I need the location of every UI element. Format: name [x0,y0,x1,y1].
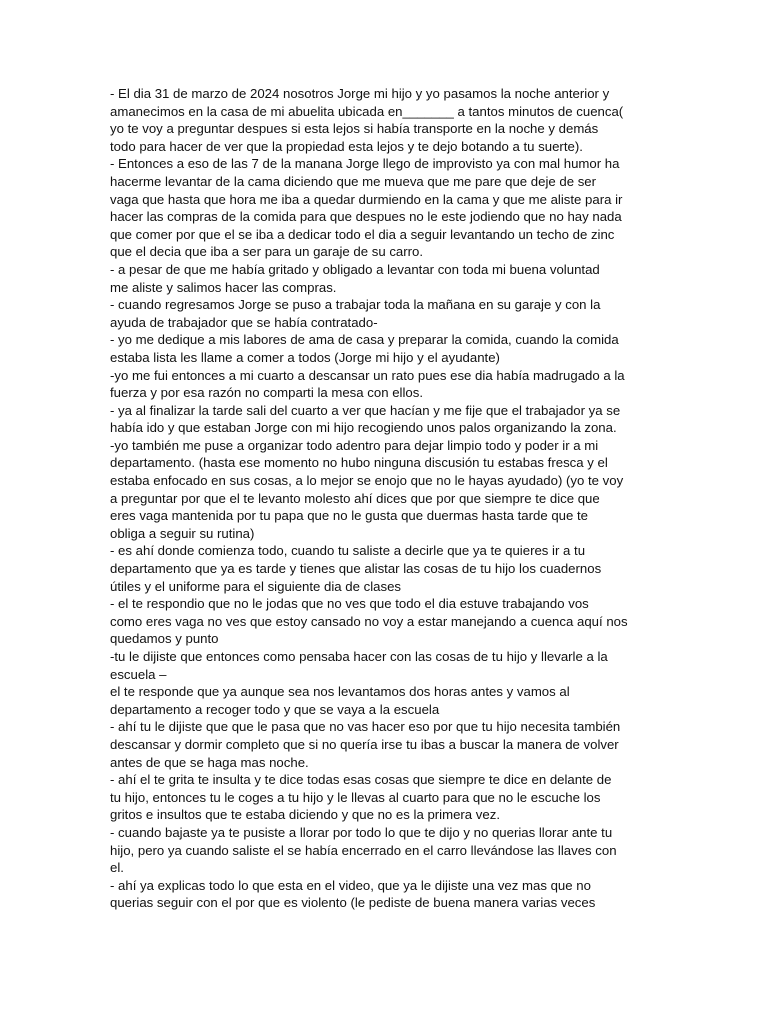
text-line: estaba lista les llame a comer a todos (Jorge mi hijo y el ayudante) [110,349,500,365]
text-line: - cuando bajaste ya te pusiste a llorar por todo lo que te dijo y no querias llorar ante tu [110,824,613,840]
text-line: amanecimos en la casa de mi abuelita ubicada en_______ a tantos minutos de cuenca( [110,103,624,119]
text-line: vaga que hasta que hora me iba a quedar durmiendo en la cama y que me aliste para ir [110,191,623,207]
text-line: - a pesar de que me había gritado y obligado a levantar con toda mi buena voluntad [110,261,600,277]
text-line: fuerza y por esa razón no comparti la mesa con ellos. [110,385,423,401]
text-line: descansar y dormir completo que si no quería irse tu ibas a buscar la manera de volver [110,736,619,752]
text-line: quedamos y punto [110,631,219,647]
text-line: como eres vaga no ves que estoy cansado no voy a estar manejando a cuenca aquí nos [110,613,628,629]
text-line: hijo, pero ya cuando saliste el se había encerrado en el carro llevándose las llaves con [110,842,617,858]
text-line: que comer por que el se iba a dedicar todo el dia a seguir levantando un techo de zinc [110,226,615,242]
text-line: departamento a recoger todo y que se vaya a la escuela [110,701,440,717]
text-line: - es ahí donde comienza todo, cuando tu saliste a decirle que ya te quieres ir a tu [110,543,586,559]
text-line: - cuando regresamos Jorge se puso a trabajar toda la mañana en su garaje y con la [110,297,601,313]
text-line: obliga a seguir su rutina) [110,525,255,541]
text-line: - ahí tu le dijiste que que le pasa que no vas hacer eso por que tu hijo necesita también [110,719,621,735]
text-line: útiles y el uniforme para el siguiente dia de clases [110,578,402,594]
text-line: - yo me dedique a mis labores de ama de casa y preparar la comida, cuando la comida [110,332,619,348]
text-line: -tu le dijiste que entonces como pensaba hacer con las cosas de tu hijo y llevarle a la [110,649,608,664]
text-line: estaba enfocado en sus cosas, a lo mejor se enojo que no le hayas ayudado) (yo te voy [110,473,624,489]
text-line: ayuda de trabajador que se había contratado- [110,314,378,330]
text-line: antes de que se haga mas noche. [110,754,309,770]
text-line: que el decia que iba a ser para un garaje de su carro. [110,244,424,260]
text-line: a preguntar por que el te levanto molesto ahí dices que por que siempre te dice que [110,490,600,506]
text-line: departamento que ya es tarde y tienes que alistar las cosas de tu hijo los cuadernos [110,561,602,577]
document-body [110,85,650,912]
text-line: había ido y que estaban Jorge con mi hijo recogiendo unos palos organizando la zona. [110,420,617,436]
text-line: - El dia 31 de marzo de 2024 nosotros Jorge mi hijo y yo pasamos la noche anterior y [110,86,610,101]
text-line: el te responde que ya aunque sea nos levantamos dos horas antes y vamos al [110,684,570,700]
text-line: -yo me fui entonces a mi cuarto a descansar un rato pues ese dia había madrugado a la [110,367,625,383]
text-line: todo para hacer de ver que la propiedad esta lejos y te dejo botando a tu suerte). [110,138,583,154]
text-line: escuela – [110,666,167,682]
text-line: - el te respondio que no le jodas que no ves que todo el dia estuve trabajando vos [110,596,589,612]
text-line: me aliste y salimos hacer las compras. [110,279,337,295]
text-line: hacer las compras de la comida para que despues no le este jodiendo que no hay nada [110,209,622,225]
text-line: departamento. (hasta ese momento no hubo ninguna discusión tu estabas fresca y el [110,455,608,471]
text-line: eres vaga mantenida por tu papa que no le gusta que duermas hasta tarde que te [110,508,589,524]
text-line: -yo también me puse a organizar todo adentro para dejar limpio todo y poder ir a mi [110,437,599,453]
text-line: el. [110,860,124,876]
text-line: - Entonces a eso de las 7 de la manana Jorge llego de improvisto ya con mal humor ha [110,156,620,172]
text-line: gritos e insultos que te estaba diciendo y que no es la primera vez. [110,807,500,823]
text-line: querias seguir con el por que es violento (le pediste de buena manera varias veces [110,895,596,911]
text-line: - ya al finalizar la tarde sali del cuarto a ver que hacían y me fije que el trabajador ya se [110,402,621,418]
text-line: tu hijo, entonces tu le coges a tu hijo y le llevas al cuarto para que no le escuche los [110,789,601,805]
text-line: - ahí el te grita te insulta y te dice todas esas cosas que siempre te dice en delante de [110,772,612,788]
text-line: - ahí ya explicas todo lo que esta en el video, que ya le dijiste una vez mas que no [110,877,591,893]
text-line: hacerme levantar de la cama diciendo que me mueva que me pare que deje de ser [110,173,597,189]
text-line: yo te voy a preguntar despues si esta lejos si había transporte en la noche y demás [110,121,599,137]
